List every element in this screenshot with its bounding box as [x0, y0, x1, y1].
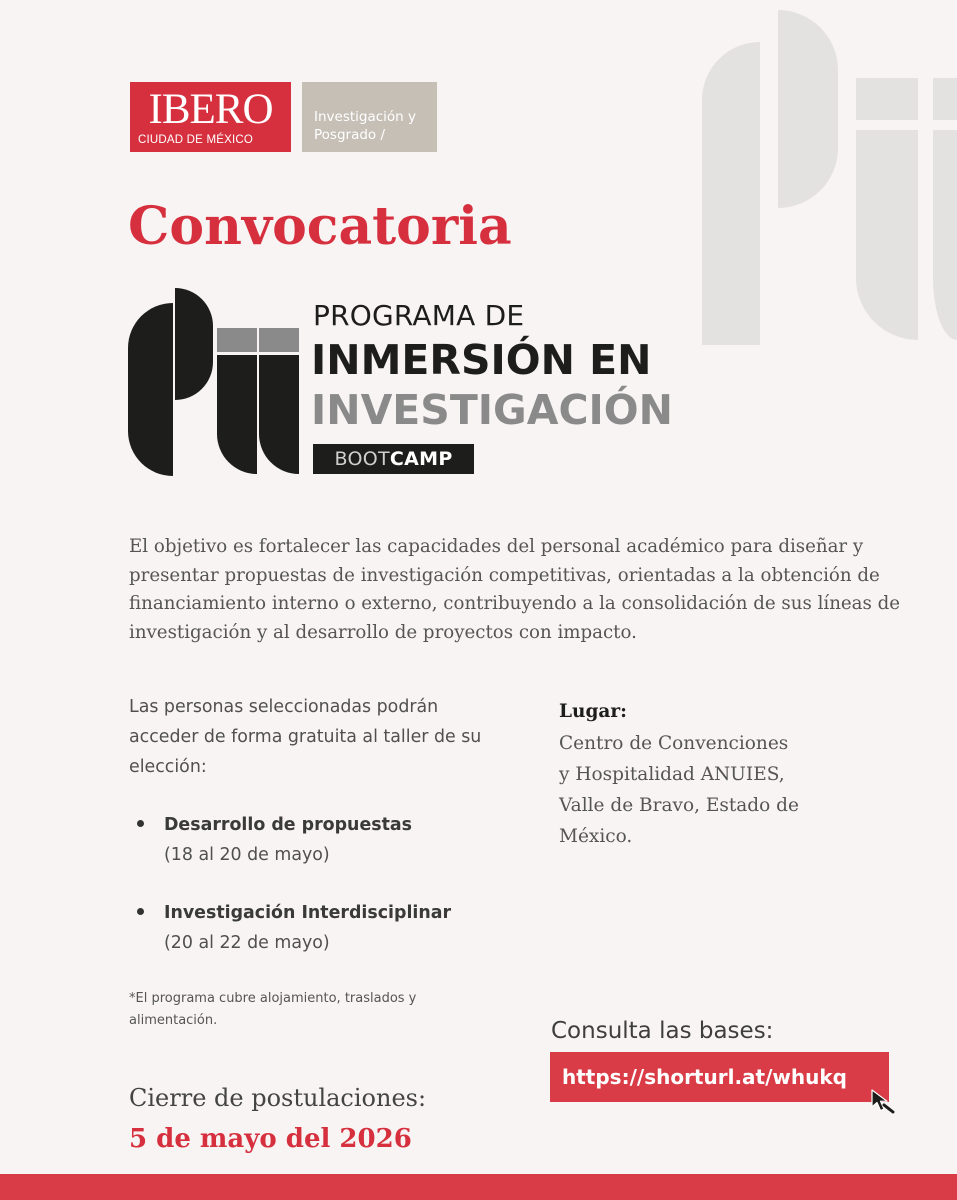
program-line-2: INMERSIÓN EN: [311, 336, 652, 384]
objective-paragraph: El objetivo es fortalecer las capacidades del personal académico para diseñar y presentar propuestas de investigación competitivas, orientadas a la obtención de financiamiento interno o externo, contribuyendo a la consolidación de sus líneas de investigación y al desarrollo de proyectos con impacto.: [129, 536, 901, 643]
location-line-3: Valle de Bravo, Estado de: [559, 795, 799, 816]
bootcamp-badge-part2: CAMP: [389, 448, 453, 470]
ibero-logo-name: IBERO: [148, 86, 273, 133]
bases-label: Consulta las bases:: [551, 1018, 774, 1044]
bases-link-button[interactable]: https://shorturl.at/whukq: [550, 1052, 889, 1102]
location-line-2: y Hospitalidad ANUIES,: [559, 764, 785, 785]
location-section: [559, 696, 879, 852]
taller-name: Desarrollo de propuestas: [164, 815, 412, 835]
ibero-logo: [130, 82, 291, 152]
talleres-list: [129, 810, 489, 958]
program-line-1: PROGRAMA DE: [313, 299, 525, 332]
page-title: Convocatoria: [128, 196, 512, 257]
list-item: [129, 898, 489, 958]
deadline-label: Cierre de postulaciones:: [129, 1084, 427, 1112]
taller-dates: (18 al 20 de mayo): [164, 845, 330, 865]
department-line-2: Posgrado /: [314, 127, 386, 143]
background-watermark: [690, 0, 957, 345]
location-label: Lugar:: [559, 701, 627, 722]
coverage-note: *El programa cubre alojamiento, traslados y alimentación.: [129, 991, 417, 1028]
pii-logo: [128, 288, 300, 476]
department-line-1: Investigación y: [314, 109, 417, 125]
department-logo: [302, 82, 437, 152]
taller-dates: (20 al 22 de mayo): [164, 933, 330, 953]
ibero-logo-subtitle: CIUDAD DE MÉXICO: [138, 134, 254, 146]
program-line-3: INVESTIGACIÓN: [311, 386, 673, 434]
bottom-bar: [0, 1174, 957, 1200]
bullet-icon: [137, 908, 144, 915]
talleres-section: [129, 692, 489, 958]
cursor-arrow-icon: [869, 1087, 897, 1115]
list-item: [129, 810, 489, 870]
location-line-1: Centro de Convenciones: [559, 733, 789, 754]
talleres-intro: Las personas seleccionadas podrán acceder de forma gratuita al taller de su elección:: [129, 697, 482, 777]
deadline-date: 5 de mayo del 2026: [129, 1124, 412, 1154]
bootcamp-badge: [313, 444, 474, 474]
taller-name: Investigación Interdisciplinar: [164, 903, 452, 923]
bootcamp-badge-part1: BOOT: [334, 448, 390, 470]
location-line-4: México.: [559, 826, 633, 847]
bullet-icon: [137, 820, 144, 827]
